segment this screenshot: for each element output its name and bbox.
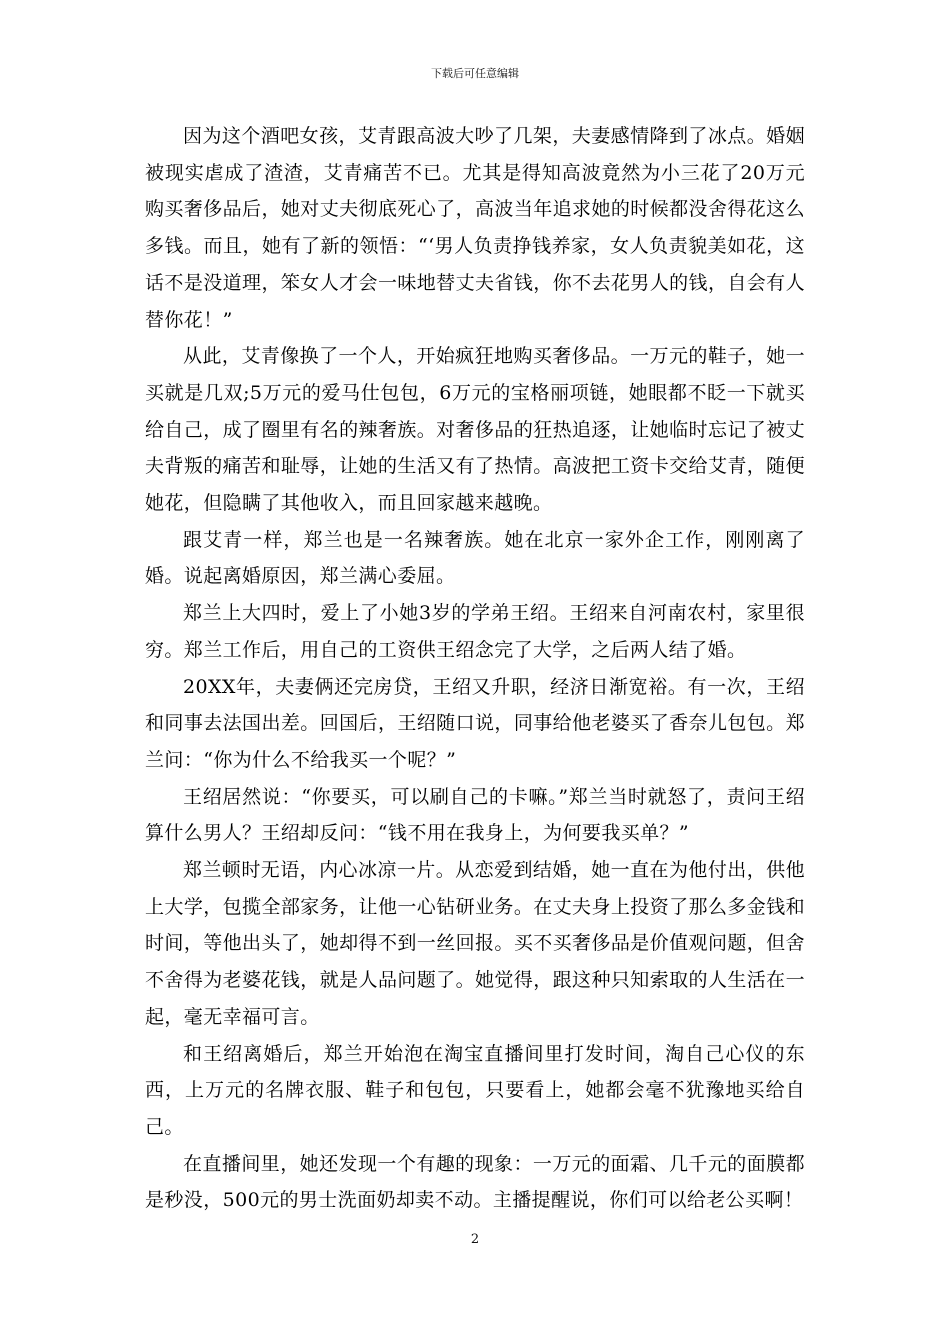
page-number: 2 (470, 1232, 480, 1247)
document-body (145, 118, 805, 1219)
paragraph: 郑兰顿时无语，内心冰凉一片。从恋爱到结婚，她一直在为他付出，供他上大学，包揽全部家务，让他一心钻研业务。在丈夫身上投资了那么多金钱和时间，等他出头了，她却得不到一丝回报。买不买奢侈品是价值观问题，但舍不舍得为老婆花钱，就是人品问题了。她觉得，跟这种只知索取的人生活在一起，毫无幸福可言。 (145, 859, 805, 1028)
paragraph: 从此，艾青像换了一个人，开始疯狂地购买奢侈品。一万元的鞋子，她一买就是几双;5万元的爱马仕包包，6万元的宝格丽项链，她眼都不眨一下就买给自己，成了圈里有名的辣奢族。对奢侈品的狂热追逐，让她临时忘记了被丈夫背叛的痛苦和耻辱，让她的生活又有了热情。高波把工资卡交给艾青，随便她花，但隐瞒了其他收入，而且回家越来越晚。 (145, 345, 805, 515)
paragraph: 王绍居然说：“你要买，可以刷自己的卡嘛。”郑兰当时就怒了，责问王绍算什么男人？王绍却反问：“钱不用在我身上，为何要我买单？” (145, 785, 805, 845)
paragraph: 20XX年，夫妻俩还完房贷，王绍又升职，经济日渐宽裕。有一次，王绍和同事去法国出差。回国后，王绍随口说，同事给他老婆买了香奈儿包包。郑兰问：“你为什么不给我买一个呢？” (145, 675, 805, 771)
paragraph: 在直播间里，她还发现一个有趣的现象：一万元的面霜、几千元的面膜都是秒没，500元的男士洗面奶却卖不动。主播提醒说，你们可以给老公买啊！ (145, 1152, 805, 1212)
paragraph: 跟艾青一样，郑兰也是一名辣奢族。她在北京一家外企工作，刚刚离了婚。说起离婚原因，郑兰满心委屈。 (145, 528, 805, 588)
paragraph: 因为这个酒吧女孩，艾青跟高波大吵了几架，夫妻感情降到了冰点。婚姻被现实虐成了渣渣，艾青痛苦不已。尤其是得知高波竟然为小三花了20万元购买奢侈品后，她对丈夫彻底死心了，高波当年追求她的时候都没舍得花这么多钱。而且，她有了新的领悟：“‘男人负责挣钱养家，女人负责貌美如花，这话不是没道理，笨女人才会一味地替丈夫省钱，你不去花男人的钱，自会有人替你花！” (145, 125, 805, 331)
paragraph: 郑兰上大四时，爱上了小她3岁的学弟王绍。王绍来自河南农村，家里很穷。郑兰工作后，用自己的工资供王绍念完了大学，之后两人结了婚。 (145, 602, 805, 661)
paragraph: 和王绍离婚后，郑兰开始泡在淘宝直播间里打发时间，淘自己心仪的东西，上万元的名牌衣服、鞋子和包包，只要看上，她都会毫不犹豫地买给自己。 (145, 1042, 805, 1138)
page-header: 下载后可任意编辑 (431, 67, 519, 80)
